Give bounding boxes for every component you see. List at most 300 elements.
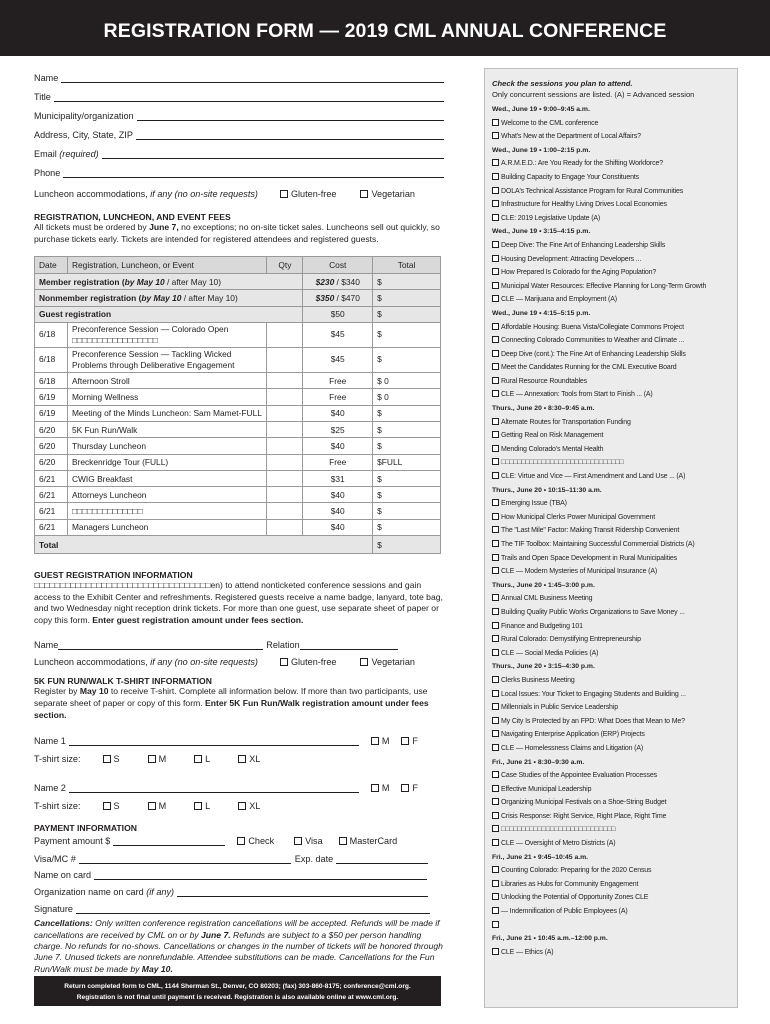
session-checkbox[interactable] <box>492 866 499 873</box>
session-label: CLE — Marijuana and Employment (A) <box>501 296 617 304</box>
fees-text-a: All tickets must be ordered by <box>34 222 150 232</box>
session-option[interactable] <box>492 130 737 144</box>
session-option[interactable] <box>492 674 737 688</box>
runner1-s-checkbox[interactable] <box>103 755 111 763</box>
guest-name-field[interactable] <box>58 640 263 650</box>
event-name-line1: 5K Fun Run/Walk <box>71 424 138 435</box>
session-option[interactable] <box>492 280 737 294</box>
run-text-date: May 10 <box>79 686 109 697</box>
sessions-panel <box>484 68 738 1008</box>
signature-label: Signature <box>34 904 73 915</box>
session-option[interactable] <box>492 946 737 960</box>
session-option[interactable] <box>492 728 737 742</box>
session-option[interactable] <box>492 592 737 606</box>
session-option[interactable] <box>492 171 737 185</box>
session-option[interactable] <box>492 688 737 702</box>
session-label: Housing Development: Attracting Developers ... <box>501 255 642 263</box>
session-label: Connecting Colorado Communities to Weather and Climate ... <box>501 337 684 345</box>
exp-date-label: Exp. date <box>294 854 334 865</box>
session-option[interactable] <box>492 878 737 892</box>
session-checkbox[interactable] <box>492 173 499 180</box>
session-option[interactable] <box>492 701 737 715</box>
guest-fee-total[interactable]: $ <box>373 306 441 322</box>
municipality-row <box>34 102 444 121</box>
session-checkbox[interactable] <box>492 676 499 683</box>
runner2-m-size-checkbox[interactable] <box>148 802 156 810</box>
session-option[interactable] <box>492 620 737 634</box>
event-total[interactable]: $ 0 <box>373 373 441 389</box>
name-card-field[interactable] <box>94 870 427 880</box>
runner1-l-checkbox[interactable] <box>194 755 202 763</box>
session-option[interactable] <box>492 212 737 226</box>
session-day-heading: Wed., June 19 • 9:00–9:45 a.m. <box>492 106 590 113</box>
session-option[interactable] <box>492 552 737 566</box>
event-total[interactable]: $ <box>373 503 441 519</box>
runner2-label: Name 2 <box>34 783 66 794</box>
fees-text <box>34 222 444 245</box>
gluten-checkbox[interactable] <box>280 190 288 198</box>
session-option[interactable] <box>492 837 737 851</box>
session-option[interactable] <box>492 823 737 837</box>
nonmember-b: by May 10 <box>141 293 182 304</box>
session-option[interactable] <box>492 769 737 783</box>
session-label: Emerging Issue (TBA) <box>501 500 567 508</box>
name-field[interactable] <box>61 72 444 83</box>
event-qty[interactable] <box>267 470 303 486</box>
session-option[interactable] <box>492 511 737 525</box>
title-field[interactable] <box>54 91 444 102</box>
session-checkbox[interactable] <box>492 268 499 275</box>
session-checkbox[interactable] <box>492 771 499 778</box>
runner2-size-xl[interactable] <box>238 801 260 811</box>
member-b: by May 10 <box>124 276 165 287</box>
guest-name-row <box>34 631 444 650</box>
gluten-option[interactable] <box>280 189 337 199</box>
run-text-c: Enter 5K Fun Run/Walk registration amount under fees section. <box>34 698 429 720</box>
session-option[interactable] <box>492 864 737 878</box>
session-checkbox[interactable] <box>492 825 499 832</box>
session-checkbox[interactable] <box>492 622 499 629</box>
session-option[interactable] <box>492 633 737 647</box>
runner1-size-xl[interactable] <box>238 754 260 764</box>
session-checkbox[interactable] <box>492 255 499 262</box>
event-cost: Free <box>303 389 373 405</box>
instruction-bold: Check the sessions you plan to attend. <box>492 79 633 88</box>
event-row <box>35 519 441 535</box>
event-date: 6/20 <box>35 421 68 437</box>
session-option[interactable] <box>492 266 737 280</box>
session-option[interactable] <box>492 606 737 620</box>
runner1-size-m[interactable] <box>148 754 167 764</box>
event-total[interactable]: $ <box>373 405 441 421</box>
cancel-b: Only written conference registration cancellations will be accepted. Refunds will be made if cancellations are received by CML on or by <box>34 918 440 940</box>
municipality-label: Municipality/organization <box>34 111 134 121</box>
session-label: Crisis Response: Right Service, Right Place, Right Time <box>501 812 667 820</box>
nonmember-cost-late: / $470 <box>334 293 360 304</box>
runner1-size-l[interactable] <box>194 754 210 764</box>
session-checkbox[interactable] <box>492 350 499 357</box>
session-checkbox[interactable] <box>492 363 499 370</box>
session-option[interactable] <box>492 497 737 511</box>
event-row <box>35 348 441 373</box>
session-checkbox[interactable] <box>492 948 499 955</box>
event-row <box>35 454 441 470</box>
payment-amount-field[interactable] <box>113 836 225 846</box>
session-checkbox[interactable] <box>492 526 499 533</box>
cancel-date: June 7. <box>201 929 231 940</box>
email-field[interactable] <box>102 148 444 159</box>
session-checkbox[interactable] <box>492 241 499 248</box>
event-name <box>67 348 266 373</box>
session-checkbox[interactable] <box>492 200 499 207</box>
session-checkbox[interactable] <box>492 893 499 900</box>
session-option[interactable] <box>492 470 737 484</box>
session-checkbox[interactable] <box>492 282 499 289</box>
guest-vegetarian-checkbox[interactable] <box>360 658 368 666</box>
session-checkbox[interactable] <box>492 445 499 452</box>
session-option[interactable] <box>492 361 737 375</box>
session-option[interactable] <box>492 185 737 199</box>
nonmember-cost <box>303 290 373 306</box>
session-checkbox[interactable] <box>492 907 499 914</box>
event-qty[interactable] <box>267 503 303 519</box>
signature-field[interactable] <box>76 904 430 914</box>
guest-text-a: □□□□□□□□□□□□□□□□□□□□□□□□□□□□□□□□□□en) to attend nonticketed conference sessions and gain access to the Exhibit Center and refreshments. Registered guests receive a name badge, lanyard, tote bag, and two Wednesday night reception drink tickets. For more than one guest, use separate sheet of paper or copy this form. <box>34 580 443 625</box>
size-xl-label: XL <box>249 801 261 812</box>
runner2-l-checkbox[interactable] <box>194 802 202 810</box>
session-checkbox[interactable] <box>492 649 499 656</box>
event-cost: $40 <box>303 405 373 421</box>
session-option[interactable] <box>492 796 737 810</box>
nonmember-row <box>35 290 441 306</box>
session-checkbox[interactable] <box>492 730 499 737</box>
fees-text-b: no exceptions; no on-site ticket sales. Luncheons sell out quickly, so purchase tickets early. Tickets are intended for registered attendees and registered guests. <box>34 222 440 244</box>
phone-row <box>34 159 444 178</box>
event-total[interactable]: $ 0 <box>373 389 441 405</box>
session-checkbox[interactable] <box>492 458 499 465</box>
session-label: CLE — Homelessness Claims and Litigation (A) <box>501 744 644 752</box>
session-option[interactable] <box>492 905 737 919</box>
municipality-field[interactable] <box>137 110 444 121</box>
event-qty[interactable] <box>267 519 303 535</box>
event-cost: $40 <box>303 487 373 503</box>
nonmember-total[interactable]: $ <box>373 290 441 306</box>
session-label: How Municipal Clerks Power Municipal Government <box>501 513 656 521</box>
event-name-line1: Afternoon Stroll <box>71 375 130 386</box>
session-checkbox[interactable] <box>492 431 499 438</box>
session-checkbox[interactable] <box>492 390 499 397</box>
session-checkbox[interactable] <box>492 336 499 343</box>
mastercard-option[interactable] <box>339 836 398 846</box>
header-date: Date <box>35 257 68 274</box>
session-option[interactable] <box>492 375 737 389</box>
session-label: Effective Municipal Leadership <box>501 785 592 793</box>
session-option[interactable] <box>492 157 737 171</box>
session-option[interactable] <box>492 198 737 212</box>
runner2-size-m[interactable] <box>148 801 167 811</box>
session-checkbox[interactable] <box>492 159 499 166</box>
cancel-c: Refunds are subject to a $50 per person handling charge. No refunds for no-shows. Cancellations or changes in the number of tickets will be honored through June 7. Unused tickets are nonrefundable. Attendee substitutions can be made. Cancellations for the Fun Run/Walk must be made by <box>34 929 443 974</box>
event-total[interactable]: $ <box>373 470 441 486</box>
phone-field[interactable] <box>63 167 444 178</box>
total-row <box>35 536 441 554</box>
signature-row <box>34 897 444 914</box>
address-field[interactable] <box>136 129 444 140</box>
session-checkbox[interactable] <box>492 744 499 751</box>
session-option[interactable] <box>492 321 737 335</box>
registration-column <box>34 64 444 975</box>
vegetarian-label: Vegetarian <box>371 189 415 199</box>
session-option[interactable] <box>492 416 737 430</box>
vegetarian-option[interactable] <box>360 189 414 199</box>
session-checkbox[interactable] <box>492 214 499 221</box>
runner1-name-row <box>34 727 444 746</box>
session-checkbox[interactable] <box>492 594 499 601</box>
session-label: Case Studies of the Appointee Evaluation Processes <box>501 772 657 780</box>
event-qty[interactable] <box>267 405 303 421</box>
luncheon-label: Luncheon accommodations, <box>34 189 148 199</box>
session-day-heading: Thurs., June 20 • 10:15–11:30 a.m. <box>492 486 602 494</box>
session-checkbox[interactable] <box>492 703 499 710</box>
event-date: 6/21 <box>35 487 68 503</box>
guest-vegetarian-option[interactable] <box>360 657 414 667</box>
session-option[interactable] <box>492 715 737 729</box>
member-total[interactable]: $ <box>373 274 441 290</box>
session-option[interactable] <box>492 891 737 905</box>
session-label: Rural Colorado: Demystifying Entrepreneurship <box>501 636 641 644</box>
fees-header-row <box>35 257 441 274</box>
runner1-size-s[interactable] <box>103 754 120 764</box>
event-name-line1: □□□□□□□□□□□□□□ <box>71 506 143 517</box>
session-label: Rural Resource Roundtables <box>501 377 587 385</box>
session-label: Unlocking the Potential of Opportunity Zones CLE <box>501 894 649 902</box>
session-option[interactable] <box>492 239 737 253</box>
session-option[interactable] <box>492 388 737 402</box>
session-checkbox[interactable] <box>492 880 499 887</box>
session-label: Mending Colorado's Mental Health <box>501 445 604 453</box>
session-checkbox[interactable] <box>492 812 499 819</box>
event-qty[interactable] <box>267 454 303 470</box>
event-date: 6/18 <box>35 373 68 389</box>
session-option[interactable] <box>492 524 737 538</box>
runner2-xl-checkbox[interactable] <box>238 802 246 810</box>
event-qty[interactable] <box>267 487 303 503</box>
event-name-line1: Managers Luncheon <box>71 522 149 533</box>
visa-checkbox[interactable] <box>294 837 302 845</box>
runner1-name-field[interactable] <box>69 736 359 746</box>
session-label: □□□□□□□□□□□□□□□□□□□□□□□□□□□□□□ <box>501 459 624 467</box>
guest-gluten-checkbox[interactable] <box>280 658 288 666</box>
event-cost: $45 <box>303 348 373 373</box>
event-qty[interactable] <box>267 348 303 373</box>
session-checkbox[interactable] <box>492 119 499 126</box>
session-checkbox[interactable] <box>492 717 499 724</box>
member-c: / after May 10) <box>164 276 222 287</box>
email-row <box>34 140 444 159</box>
session-option[interactable] <box>492 919 737 933</box>
session-label: How Prepared Is Colorado for the Aging Population? <box>501 269 657 277</box>
session-checkbox[interactable] <box>492 472 499 479</box>
mastercard-checkbox[interactable] <box>339 837 347 845</box>
visa-option[interactable] <box>294 836 323 846</box>
event-date: 6/18 <box>35 323 68 348</box>
session-option[interactable] <box>492 783 737 797</box>
runner2-name-field[interactable] <box>69 783 359 793</box>
address-row <box>34 121 444 140</box>
event-row <box>35 470 441 486</box>
session-day-heading: Thurs., June 20 • 1:45–3:00 p.m. <box>492 581 595 589</box>
total-value[interactable]: $ <box>373 536 441 554</box>
event-total[interactable]: $FULL <box>373 454 441 470</box>
session-option[interactable] <box>492 117 737 131</box>
session-option[interactable] <box>492 647 737 661</box>
member-cost-early: $230 <box>315 276 335 287</box>
runner1-f-option[interactable] <box>401 736 418 746</box>
guest-vegetarian-label: Vegetarian <box>371 657 415 668</box>
run-title: 5K FUN RUN/WALK T-SHIRT INFORMATION <box>34 676 212 687</box>
event-name <box>67 454 266 470</box>
size-xl-label: XL <box>249 754 261 765</box>
card-number-field[interactable] <box>79 854 291 864</box>
runner1-f-checkbox[interactable] <box>401 737 409 745</box>
session-checkbox[interactable] <box>492 785 499 792</box>
event-qty[interactable] <box>267 438 303 454</box>
session-checkbox[interactable] <box>492 567 499 574</box>
vegetarian-checkbox[interactable] <box>360 190 368 198</box>
session-option[interactable] <box>492 334 737 348</box>
session-label: Building Capacity to Engage Your Constituents <box>501 173 640 181</box>
runner1-m-checkbox[interactable] <box>371 737 379 745</box>
session-label: — Indemnification of Public Employees (A) <box>501 908 628 916</box>
session-checkbox[interactable] <box>492 635 499 642</box>
session-option[interactable] <box>492 810 737 824</box>
event-qty[interactable] <box>267 389 303 405</box>
event-total[interactable]: $ <box>373 487 441 503</box>
guest-relation-field[interactable] <box>300 640 398 650</box>
session-option[interactable] <box>492 538 737 552</box>
session-option[interactable] <box>492 348 737 362</box>
runner2-m-checkbox[interactable] <box>371 784 379 792</box>
member-cost-late: / $340 <box>334 276 360 287</box>
runner2-f-checkbox[interactable] <box>401 784 409 792</box>
session-checkbox[interactable] <box>492 839 499 846</box>
header-total: Total <box>373 257 441 274</box>
session-label: CLE — Modern Mysteries of Municipal Insurance (A) <box>501 568 658 576</box>
session-checkbox[interactable] <box>492 132 499 139</box>
runner2-m-option[interactable] <box>371 783 390 793</box>
session-checkbox[interactable] <box>492 608 499 615</box>
session-day-heading: Wed., June 19 • 4:15–5:15 p.m. <box>492 309 591 317</box>
session-label: Deep Dive: The Fine Art of Enhancing Leadership Skills <box>501 241 666 249</box>
event-total[interactable]: $ <box>373 348 441 373</box>
payment-amount-label: Payment amount $ <box>34 836 111 847</box>
session-option[interactable] <box>492 253 737 267</box>
payment-amount-row <box>34 833 444 846</box>
fees-table <box>34 256 441 554</box>
session-option[interactable] <box>492 429 737 443</box>
event-cost: $31 <box>303 470 373 486</box>
cancel-a: Cancellations: <box>34 918 93 929</box>
session-checkbox[interactable] <box>492 295 499 302</box>
size-m-label: M <box>158 754 167 765</box>
runner2-s-checkbox[interactable] <box>103 802 111 810</box>
runner2-f-option[interactable] <box>401 783 418 793</box>
runner2-size-l[interactable] <box>194 801 210 811</box>
event-date: 6/19 <box>35 389 68 405</box>
session-checkbox[interactable] <box>492 690 499 697</box>
check-option[interactable] <box>237 836 274 846</box>
event-name-line1: Morning Wellness <box>71 392 139 403</box>
event-total[interactable]: $ <box>373 519 441 535</box>
session-option[interactable] <box>492 293 737 307</box>
session-checkbox[interactable] <box>492 377 499 384</box>
session-day-heading: Fri., June 21 • 9:45–10:45 a.m. <box>492 853 589 861</box>
runner1-m-size-checkbox[interactable] <box>148 755 156 763</box>
session-checkbox[interactable] <box>492 554 499 561</box>
event-name-line1: CWIG Breakfast <box>71 473 133 484</box>
guest-text-b: Enter guest registration amount under fees section. <box>92 614 304 625</box>
runner1-m-option[interactable] <box>371 736 390 746</box>
member-cost <box>303 274 373 290</box>
size-l-label: L <box>205 754 211 765</box>
event-total[interactable]: $ <box>373 438 441 454</box>
guest-gluten-option[interactable] <box>280 657 337 667</box>
runner1-m-label: M <box>381 736 390 747</box>
session-checkbox[interactable] <box>492 798 499 805</box>
session-option[interactable] <box>492 456 737 470</box>
run-text-a: Register by <box>34 686 80 697</box>
event-row <box>35 405 441 421</box>
event-total[interactable]: $ <box>373 421 441 437</box>
session-checkbox[interactable] <box>492 540 499 547</box>
address-label: Address, City, State, ZIP <box>34 130 133 140</box>
session-checkbox[interactable] <box>492 513 499 520</box>
event-qty[interactable] <box>267 421 303 437</box>
guest-fee-row <box>35 306 441 322</box>
cancel-date2: May 10. <box>141 963 173 974</box>
check-checkbox[interactable] <box>237 837 245 845</box>
session-label: Building Quality Public Works Organizations to Save Money ... <box>501 608 685 616</box>
session-checkbox[interactable] <box>492 187 499 194</box>
session-checkbox[interactable] <box>492 499 499 506</box>
session-label: Getting Real on Risk Management <box>501 432 604 440</box>
session-label: CLE: Virtue and Vice — First Amendment and Land Use ... (A) <box>501 473 686 481</box>
guest-relation-label: Relation <box>266 640 300 651</box>
event-qty[interactable] <box>267 323 303 348</box>
member-label <box>35 274 303 290</box>
page-header <box>0 0 770 56</box>
event-qty[interactable] <box>267 373 303 389</box>
runner1-xl-checkbox[interactable] <box>238 755 246 763</box>
exp-date-field[interactable] <box>336 854 428 864</box>
session-option[interactable] <box>492 565 737 579</box>
session-checkbox[interactable] <box>492 418 499 425</box>
run-text-b: to receive T-shirt. Complete all information below. If more than two participants, use separate sheet of paper or copy of this form. <box>34 686 428 709</box>
event-cost: Free <box>303 454 373 470</box>
session-option[interactable] <box>492 443 737 457</box>
org-card-label: Organization name on card <box>34 887 144 898</box>
session-label: CLE: 2019 Legislative Update (A) <box>501 214 601 222</box>
org-card-field[interactable] <box>177 887 428 897</box>
event-total[interactable]: $ <box>373 323 441 348</box>
session-checkbox[interactable] <box>492 323 499 330</box>
session-checkbox[interactable] <box>492 921 499 928</box>
name-card-label: Name on card <box>34 870 92 881</box>
runner2-size-s[interactable] <box>103 801 120 811</box>
name-row <box>34 64 444 83</box>
session-option[interactable] <box>492 742 737 756</box>
event-name <box>67 421 266 437</box>
